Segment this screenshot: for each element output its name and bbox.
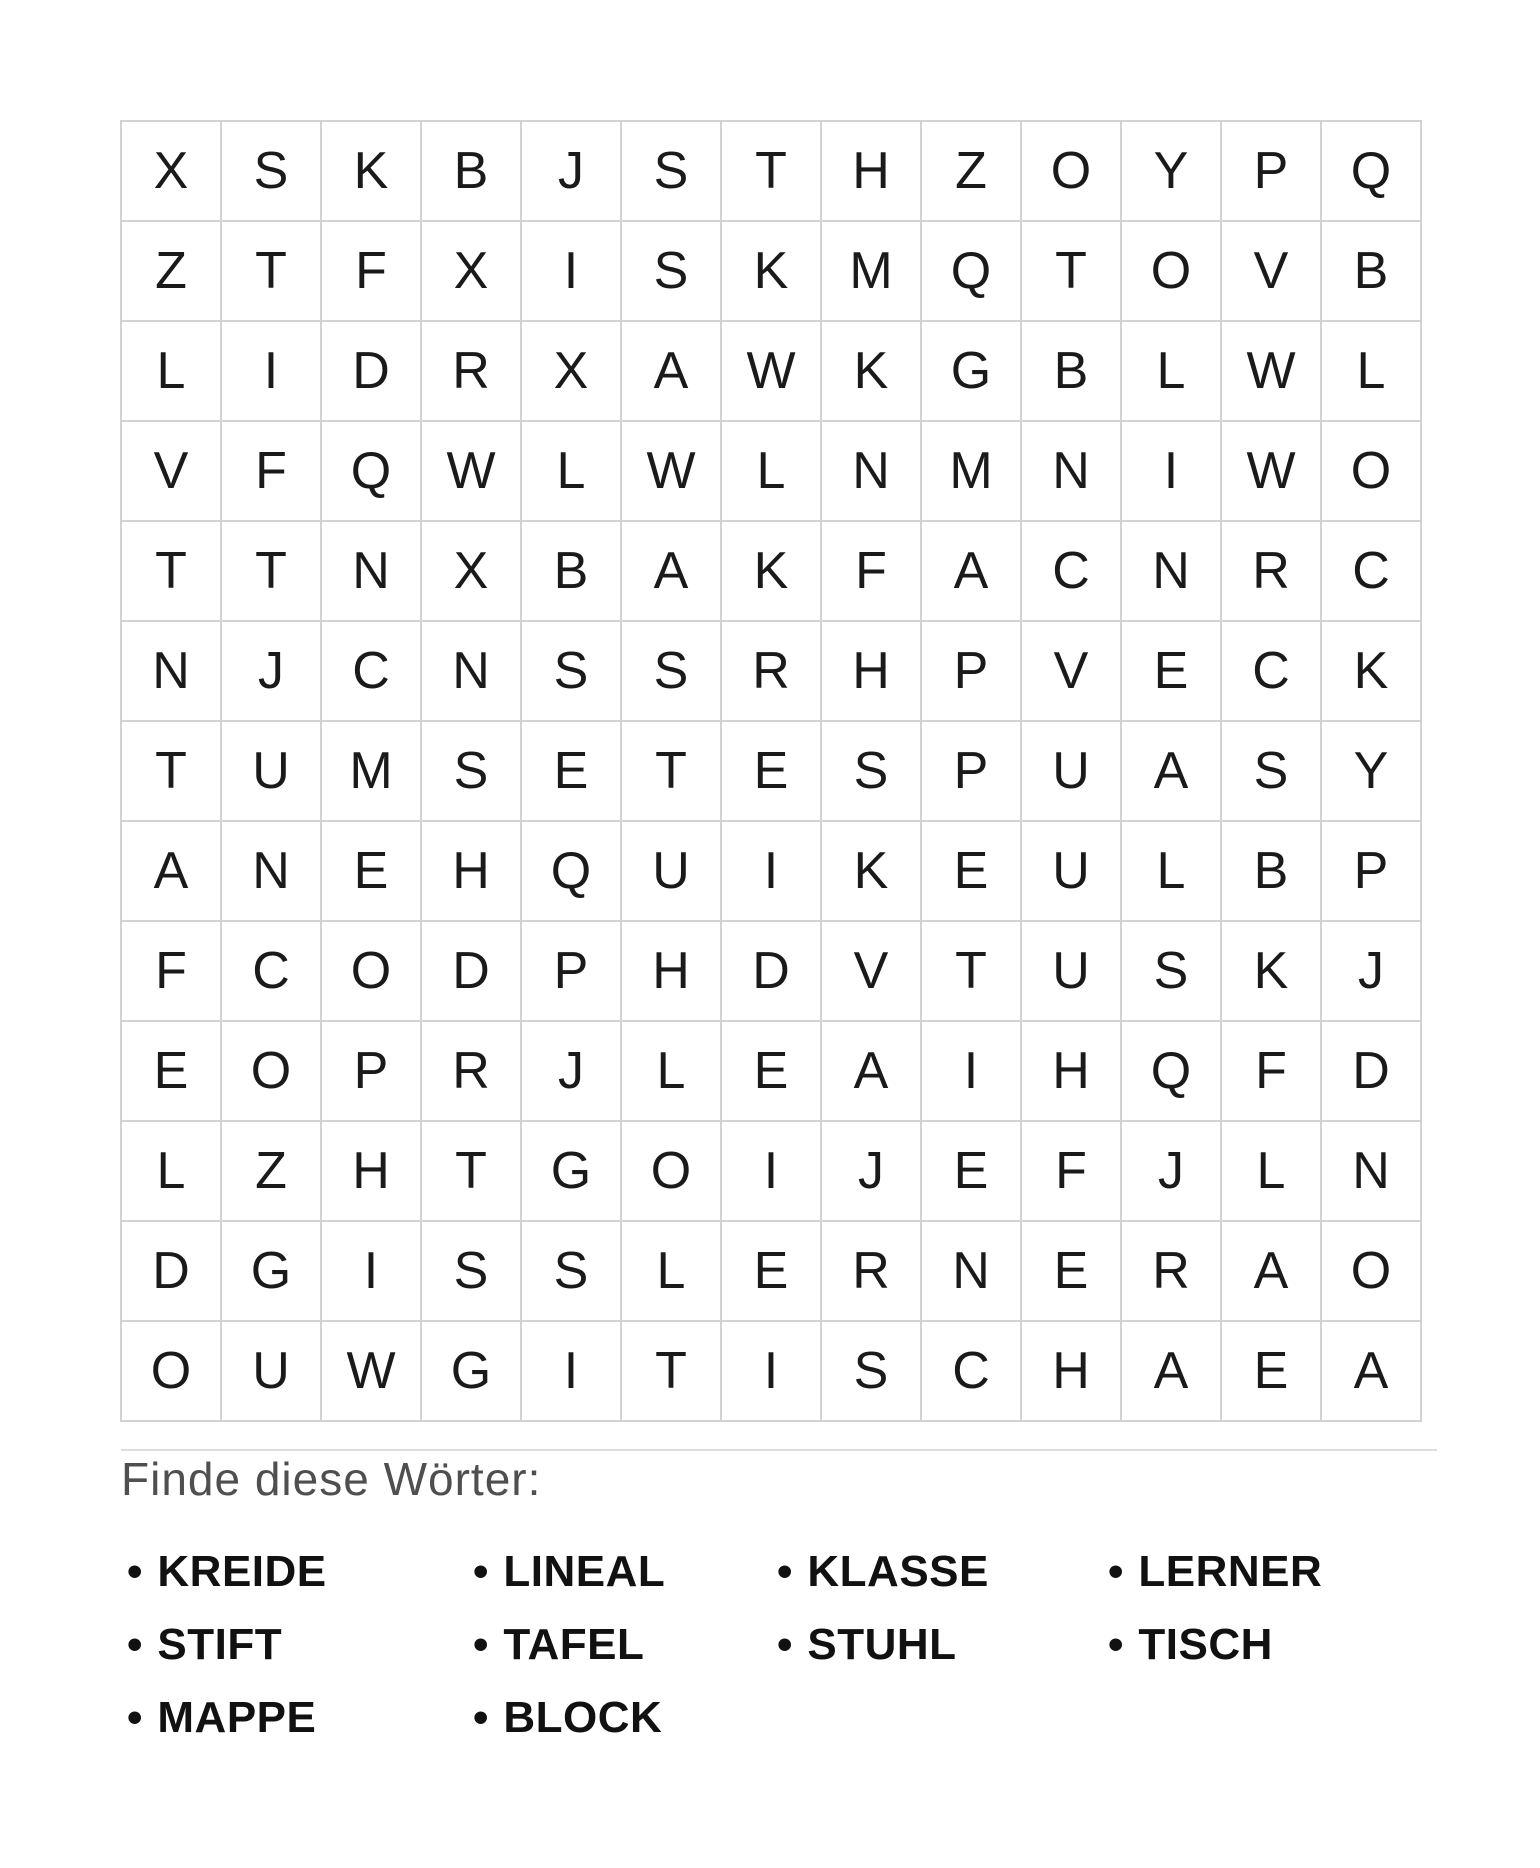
grid-cell[interactable]: U bbox=[222, 722, 322, 822]
word-item bbox=[777, 1608, 1108, 1681]
grid-cell[interactable]: U bbox=[1022, 822, 1122, 922]
grid-cell[interactable]: T bbox=[422, 1122, 522, 1222]
word-label: TAFEL bbox=[503, 1619, 645, 1669]
grid-cell[interactable]: H bbox=[1022, 1322, 1122, 1422]
grid-cell[interactable]: Q bbox=[1322, 122, 1422, 222]
grid-cell[interactable]: P bbox=[322, 1022, 422, 1122]
bullet-icon: • bbox=[1108, 1546, 1124, 1596]
grid-cell[interactable]: S bbox=[522, 1222, 622, 1322]
grid-cell[interactable]: J bbox=[822, 1122, 922, 1222]
grid-cell[interactable]: P bbox=[1222, 122, 1322, 222]
grid-cell[interactable]: O bbox=[322, 922, 422, 1022]
grid-cell[interactable]: S bbox=[422, 722, 522, 822]
grid-cell[interactable]: K bbox=[722, 522, 822, 622]
grid-cell[interactable]: X bbox=[122, 122, 222, 222]
grid-cell[interactable]: W bbox=[622, 422, 722, 522]
grid-cell[interactable]: C bbox=[222, 922, 322, 1022]
grid-cell[interactable]: B bbox=[1222, 822, 1322, 922]
grid-cell[interactable]: H bbox=[822, 622, 922, 722]
grid-cell[interactable]: N bbox=[322, 522, 422, 622]
grid-cell[interactable]: L bbox=[122, 1122, 222, 1222]
grid-cell[interactable]: E bbox=[1022, 1222, 1122, 1322]
grid-cell[interactable]: L bbox=[1122, 322, 1222, 422]
grid-cell[interactable]: J bbox=[522, 1022, 622, 1122]
grid-cell[interactable]: S bbox=[422, 1222, 522, 1322]
grid-cell[interactable]: W bbox=[722, 322, 822, 422]
grid-cell[interactable]: I bbox=[922, 1022, 1022, 1122]
word-list bbox=[127, 1535, 1437, 1754]
word-item bbox=[127, 1681, 473, 1754]
grid-cell[interactable]: N bbox=[1322, 1122, 1422, 1222]
word-label: STUHL bbox=[807, 1619, 957, 1669]
word-item bbox=[473, 1681, 777, 1754]
grid-cell[interactable]: K bbox=[1222, 922, 1322, 1022]
grid-cell[interactable]: C bbox=[1222, 622, 1322, 722]
grid-cell[interactable]: E bbox=[722, 1022, 822, 1122]
grid-cell[interactable]: V bbox=[1222, 222, 1322, 322]
grid-cell[interactable]: L bbox=[1222, 1122, 1322, 1222]
word-label: STIFT bbox=[157, 1619, 283, 1669]
grid-cell[interactable]: W bbox=[1222, 422, 1322, 522]
grid-cell[interactable]: I bbox=[322, 1222, 422, 1322]
grid-cell[interactable]: G bbox=[222, 1222, 322, 1322]
grid-cell[interactable]: T bbox=[622, 722, 722, 822]
grid-cell[interactable]: K bbox=[322, 122, 422, 222]
grid-cell[interactable]: T bbox=[122, 522, 222, 622]
grid-cell[interactable]: I bbox=[522, 1322, 622, 1422]
grid-cell[interactable]: I bbox=[222, 322, 322, 422]
grid-cell[interactable]: F bbox=[222, 422, 322, 522]
grid-cell[interactable]: E bbox=[322, 822, 422, 922]
grid-cell[interactable]: I bbox=[1122, 422, 1222, 522]
grid-cell[interactable]: M bbox=[922, 422, 1022, 522]
grid-cell[interactable]: L bbox=[122, 322, 222, 422]
grid-cell[interactable]: R bbox=[822, 1222, 922, 1322]
grid-cell[interactable]: H bbox=[822, 122, 922, 222]
grid-cell[interactable]: T bbox=[1022, 222, 1122, 322]
word-list-heading: Finde diese Wörter: bbox=[121, 1453, 542, 1505]
grid-cell[interactable]: Z bbox=[122, 222, 222, 322]
grid-cell[interactable]: E bbox=[922, 822, 1022, 922]
grid-cell[interactable]: S bbox=[1122, 922, 1222, 1022]
word-item bbox=[1108, 1535, 1437, 1608]
grid-cell[interactable]: H bbox=[1022, 1022, 1122, 1122]
grid-cell[interactable]: L bbox=[1122, 822, 1222, 922]
grid-cell[interactable]: E bbox=[722, 722, 822, 822]
grid-cell[interactable]: M bbox=[822, 222, 922, 322]
grid-cell[interactable]: O bbox=[1022, 122, 1122, 222]
word-label: MAPPE bbox=[157, 1692, 317, 1742]
grid-cell[interactable]: E bbox=[1222, 1322, 1322, 1422]
grid-cell[interactable]: J bbox=[222, 622, 322, 722]
grid-cell[interactable]: N bbox=[1122, 522, 1222, 622]
grid-cell[interactable]: D bbox=[122, 1222, 222, 1322]
grid-cell[interactable]: E bbox=[1122, 622, 1222, 722]
grid-cell[interactable]: E bbox=[922, 1122, 1022, 1222]
grid-cell[interactable]: G bbox=[522, 1122, 622, 1222]
word-label: BLOCK bbox=[503, 1692, 663, 1742]
grid-cell[interactable]: Z bbox=[922, 122, 1022, 222]
divider-line bbox=[121, 1449, 1437, 1451]
grid-cell[interactable]: W bbox=[322, 1322, 422, 1422]
grid-cell[interactable]: I bbox=[722, 1322, 822, 1422]
grid-cell[interactable]: A bbox=[922, 522, 1022, 622]
grid-cell[interactable]: F bbox=[822, 522, 922, 622]
word-item bbox=[473, 1608, 777, 1681]
grid-cell[interactable]: I bbox=[522, 222, 622, 322]
grid-cell[interactable]: S bbox=[1222, 722, 1322, 822]
grid-cell[interactable]: F bbox=[322, 222, 422, 322]
grid-cell[interactable]: Q bbox=[522, 822, 622, 922]
grid-cell[interactable]: A bbox=[1222, 1222, 1322, 1322]
grid-cell[interactable]: N bbox=[1022, 422, 1122, 522]
grid-cell[interactable]: D bbox=[722, 922, 822, 1022]
grid-cell[interactable]: W bbox=[1222, 322, 1322, 422]
grid-cell[interactable]: B bbox=[522, 522, 622, 622]
grid-cell[interactable]: A bbox=[122, 822, 222, 922]
grid-cell[interactable]: S bbox=[822, 1322, 922, 1422]
grid-cell[interactable]: A bbox=[622, 322, 722, 422]
grid-cell[interactable]: L bbox=[622, 1222, 722, 1322]
grid-cell[interactable]: J bbox=[522, 122, 622, 222]
grid-cell[interactable]: D bbox=[322, 322, 422, 422]
grid-cell[interactable]: B bbox=[1322, 222, 1422, 322]
word-item bbox=[127, 1608, 473, 1681]
bullet-icon: • bbox=[777, 1619, 793, 1669]
grid-cell[interactable]: H bbox=[622, 922, 722, 1022]
grid-cell[interactable]: S bbox=[822, 722, 922, 822]
grid-cell[interactable]: H bbox=[322, 1122, 422, 1222]
grid-cell[interactable]: A bbox=[822, 1022, 922, 1122]
grid-cell[interactable]: W bbox=[422, 422, 522, 522]
grid-cell[interactable]: V bbox=[822, 922, 922, 1022]
grid-cell[interactable]: P bbox=[922, 722, 1022, 822]
grid-cell[interactable]: D bbox=[422, 922, 522, 1022]
grid-cell[interactable]: R bbox=[1122, 1222, 1222, 1322]
grid-cell[interactable]: P bbox=[922, 622, 1022, 722]
grid-cell[interactable]: T bbox=[122, 722, 222, 822]
grid-cell[interactable]: L bbox=[722, 422, 822, 522]
grid-cell[interactable]: X bbox=[422, 522, 522, 622]
grid-cell[interactable]: Y bbox=[1322, 722, 1422, 822]
grid-cell[interactable]: Q bbox=[1122, 1022, 1222, 1122]
word-item bbox=[1108, 1608, 1437, 1681]
grid-cell[interactable]: O bbox=[622, 1122, 722, 1222]
grid-cell[interactable]: U bbox=[222, 1322, 322, 1422]
grid-cell[interactable]: T bbox=[922, 922, 1022, 1022]
grid-cell[interactable]: Y bbox=[1122, 122, 1222, 222]
grid-cell[interactable]: R bbox=[722, 622, 822, 722]
grid-cell[interactable]: S bbox=[622, 222, 722, 322]
grid-cell[interactable]: J bbox=[1122, 1122, 1222, 1222]
grid-cell[interactable]: O bbox=[122, 1322, 222, 1422]
grid-cell[interactable]: E bbox=[522, 722, 622, 822]
word-label: LINEAL bbox=[503, 1546, 666, 1596]
grid-cell[interactable]: A bbox=[1122, 1322, 1222, 1422]
grid-cell[interactable]: E bbox=[122, 1022, 222, 1122]
grid-cell[interactable]: S bbox=[222, 122, 322, 222]
bullet-icon: • bbox=[473, 1692, 489, 1742]
grid-cell[interactable]: Q bbox=[922, 222, 1022, 322]
grid-cell[interactable]: F bbox=[1222, 1022, 1322, 1122]
grid-cell[interactable]: L bbox=[522, 422, 622, 522]
grid-cell[interactable]: O bbox=[222, 1022, 322, 1122]
grid-cell[interactable]: N bbox=[822, 422, 922, 522]
grid-cell[interactable]: H bbox=[422, 822, 522, 922]
grid-cell[interactable]: S bbox=[622, 122, 722, 222]
grid-cell[interactable]: G bbox=[422, 1322, 522, 1422]
bullet-icon: • bbox=[127, 1619, 143, 1669]
grid-cell[interactable]: N bbox=[122, 622, 222, 722]
grid-cell[interactable]: B bbox=[422, 122, 522, 222]
grid-cell[interactable]: A bbox=[1322, 1322, 1422, 1422]
grid-cell[interactable]: M bbox=[322, 722, 422, 822]
grid-cell[interactable]: Q bbox=[322, 422, 422, 522]
word-item bbox=[777, 1535, 1108, 1608]
grid-cell[interactable]: U bbox=[1022, 722, 1122, 822]
grid-cell[interactable]: I bbox=[722, 822, 822, 922]
grid-cell[interactable]: V bbox=[122, 422, 222, 522]
grid-cell[interactable]: O bbox=[1322, 422, 1422, 522]
grid-cell[interactable]: T bbox=[622, 1322, 722, 1422]
grid-cell[interactable]: F bbox=[1022, 1122, 1122, 1222]
grid-cell[interactable]: K bbox=[822, 322, 922, 422]
grid-cell[interactable]: C bbox=[322, 622, 422, 722]
bullet-icon: • bbox=[127, 1692, 143, 1742]
grid-cell[interactable]: O bbox=[1322, 1222, 1422, 1322]
grid-cell[interactable]: P bbox=[522, 922, 622, 1022]
grid-cell[interactable]: Z bbox=[222, 1122, 322, 1222]
grid-cell[interactable]: G bbox=[922, 322, 1022, 422]
grid-cell[interactable]: T bbox=[222, 522, 322, 622]
grid-cell[interactable]: S bbox=[522, 622, 622, 722]
grid-cell[interactable]: J bbox=[1322, 922, 1422, 1022]
grid-cell[interactable]: A bbox=[622, 522, 722, 622]
grid-cell[interactable]: K bbox=[1322, 622, 1422, 722]
grid-cell[interactable]: S bbox=[622, 622, 722, 722]
word-grid bbox=[120, 120, 1422, 1422]
grid-cell[interactable]: A bbox=[1122, 722, 1222, 822]
grid-cell[interactable]: N bbox=[922, 1222, 1022, 1322]
grid-cell[interactable]: N bbox=[422, 622, 522, 722]
word-item bbox=[473, 1535, 777, 1608]
grid-cell[interactable]: R bbox=[1222, 522, 1322, 622]
grid-cell[interactable]: C bbox=[1322, 522, 1422, 622]
grid-cell[interactable]: C bbox=[922, 1322, 1022, 1422]
grid-cell[interactable]: B bbox=[1022, 322, 1122, 422]
grid-cell[interactable]: L bbox=[1322, 322, 1422, 422]
grid-cell[interactable]: U bbox=[622, 822, 722, 922]
bullet-icon: • bbox=[473, 1619, 489, 1669]
grid-cell[interactable]: R bbox=[422, 322, 522, 422]
bullet-icon: • bbox=[127, 1546, 143, 1596]
grid-cell[interactable]: R bbox=[422, 1022, 522, 1122]
grid-cell[interactable]: K bbox=[722, 222, 822, 322]
word-item bbox=[127, 1535, 473, 1608]
grid-cell[interactable]: U bbox=[1022, 922, 1122, 1022]
word-label: TISCH bbox=[1138, 1619, 1273, 1669]
bullet-icon: • bbox=[1108, 1619, 1124, 1669]
grid-cell[interactable]: F bbox=[122, 922, 222, 1022]
grid-cell[interactable]: T bbox=[222, 222, 322, 322]
grid-cell[interactable]: D bbox=[1322, 1022, 1422, 1122]
grid-cell[interactable]: E bbox=[722, 1222, 822, 1322]
bullet-icon: • bbox=[473, 1546, 489, 1596]
grid-cell[interactable]: X bbox=[522, 322, 622, 422]
grid-cell[interactable]: K bbox=[822, 822, 922, 922]
grid-cell[interactable]: P bbox=[1322, 822, 1422, 922]
grid-cell[interactable]: C bbox=[1022, 522, 1122, 622]
grid-cell[interactable]: O bbox=[1122, 222, 1222, 322]
word-label: KLASSE bbox=[807, 1546, 989, 1596]
grid-cell[interactable]: V bbox=[1022, 622, 1122, 722]
bullet-icon: • bbox=[777, 1546, 793, 1596]
word-label: LERNER bbox=[1138, 1546, 1323, 1596]
grid-cell[interactable]: I bbox=[722, 1122, 822, 1222]
grid-cell[interactable]: T bbox=[722, 122, 822, 222]
grid-cell[interactable]: N bbox=[222, 822, 322, 922]
grid-cell[interactable]: L bbox=[622, 1022, 722, 1122]
word-label: KREIDE bbox=[157, 1546, 327, 1596]
grid-cell[interactable]: X bbox=[422, 222, 522, 322]
